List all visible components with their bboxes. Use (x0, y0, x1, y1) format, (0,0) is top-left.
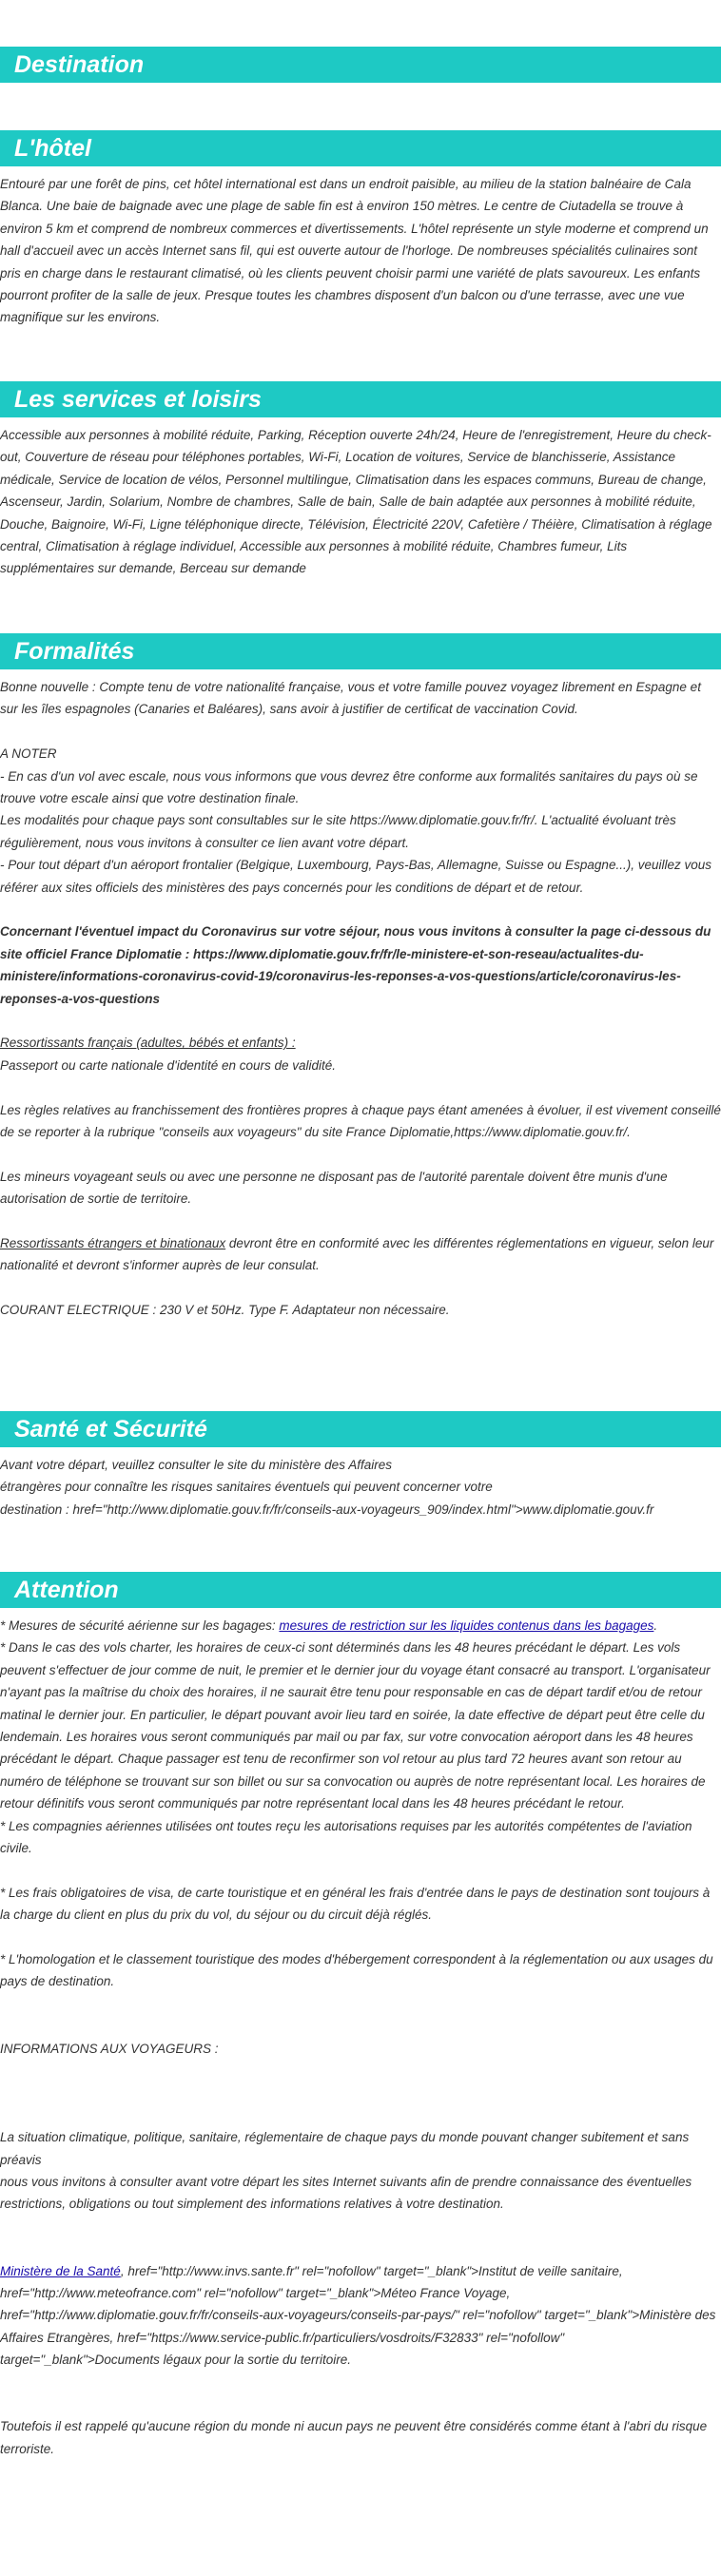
spacer (0, 2393, 721, 2415)
risque-terroriste: Toutefois il est rappelé qu'aucune région du monde ni aucun pays ne peuvent être considérés comme étant à l'abri du risque terroriste. (0, 2419, 708, 2456)
sante-line-2: étrangères pour connaître les risques sanitaires éventuels qui peuvent concerner votre (0, 1480, 493, 1495)
section-header-sante (0, 1411, 721, 1447)
mesures-prefix: * Mesures de sécurité aérienne sur les bagages: (0, 1618, 280, 1633)
spacer (0, 2237, 721, 2259)
spacer (0, 1277, 721, 1299)
section-header-formalites (0, 633, 721, 669)
infos-voyageurs-title: INFORMATIONS AUX VOYAGEURS : (0, 2041, 219, 2056)
section-header-hotel (0, 130, 721, 166)
spacer (0, 1927, 721, 1948)
spacer (0, 2216, 721, 2237)
courant-electrique: COURANT ELECTRIQUE : 230 V et 50Hz. Type F. Adaptateur non nécessaire. (0, 1303, 450, 1318)
mesures-suffix: . (653, 1618, 658, 1633)
etrangers-label: Ressortissants étrangers et binationaux (0, 1236, 226, 1251)
spacer (0, 1993, 721, 2015)
spacer (0, 1211, 721, 1232)
regles-frontieres: Les règles relatives au franchissement des frontières propres à chaque pays étant amenées à évoluer, il est vivement conseillé de se reporter à la rubrique "conseils aux voyageurs" du site France Diplomatie,https://www.diplomatie.gouv.fr/. (0, 1102, 721, 1140)
etrangers-notice (0, 1232, 721, 1277)
vols-charter: * Dans le cas des vols charter, les horaires de ceux-ci sont déterminés dans les 48 heures précédant le départ. Les vols peuvent s'effectuer de jour comme de nuit, le premier et le dernier jour du voyage étant consacré au transport. L'organisateur n'ayant pas la maîtrise du choix des horaires, il ne saurait être tenu pour responsable en cas de départ tardif et/ou de retour matinal le dernier jour. En particulier, le départ pouvant avoir lieu tard en soirée, la date effective de départ peut être celle du lendemain. Les horaires vous seront communiqués par mail ou par fax, sur votre convocation aéroport dans les 48 heures précédant le départ. Chaque passager est tenu de reconfirmer son vol retour au plus tard 72 heures avant son retour au numéro de téléphone se trouvant sur son billet ou sur sa convocation ou auprès de notre représentant local. Les horaires de retour définitifs vous seront communiqués par notre représentant local dans les 48 heures précédant le retour. (0, 1640, 711, 1811)
spacer (0, 1076, 721, 1098)
homologation: * L'homologation et le classement touristique des modes d'hébergement correspondent à la réglementation ou aux usages du pays de destination. (0, 1952, 713, 1989)
covid-notice: Concernant l'éventuel impact du Coronavirus sur votre séjour, nous vous invitons à consulter la page ci-dessous du site officiel France Diplomatie : https://www.diplomatie.gouv.fr/fr/le-ministere-et-son-reseau/actualites-du-ministere/informations-coronavirus-covid-19/coronavirus-les-reponses-a-vos-questions/article/coronavirus-les-reponses-a-vos-questions (0, 924, 711, 1006)
frais-obligatoires: * Les frais obligatoires de visa, de carte touristique et en général les frais d'entrée dans le pays de destination sont toujours à la charge du client en plus du prix du vol, du séjour ou du circuit déjà réglés. (0, 1885, 711, 1923)
spacer (0, 1010, 721, 1032)
spacer (0, 2104, 721, 2126)
sante-content (0, 1454, 721, 1520)
hotel-text: Entouré par une forêt de pins, cet hôtel international est dans un endroit paisible, au milieu de la station balnéaire de Cala Blanca. Une baie de baignade avec une plage de sable fin est à environ 150 mètres. Le centre de Ciutadella se trouve à environ 5 km et comprend de nombreux commerces et divertissements. L'hôtel représente un style moderne et comprend un hall d'accueil avec un accès Internet sans fil, qui est ouverte autour de l'horloge. De nombreuses spécialités culinaires sont pris en charge dans le restaurant climatisé, où les clients peuvent choisir parmi une variété de plats savoureux. Les enfants pourront profiter de la salle de jeux. Presque toutes les chambres disposent d'un balcon ou d'une terrasse, avec une vue magnifique sur les environs. (0, 177, 709, 325)
section-header-destination (0, 47, 721, 83)
section-title-sante: Santé et Sécurité (14, 1416, 207, 1443)
noter-item-1: - En cas d'un vol avec escale, nous vous informons que vous devrez être conforme aux formalités sanitaires du pays où se trouve votre escale ainsi que votre destination finale. (0, 768, 698, 806)
spacer (0, 721, 721, 743)
section-title-formalites: Formalités (14, 638, 135, 665)
liquides-restriction-link[interactable]: mesures de restriction sur les liquides contenus dans les bagages (279, 1618, 654, 1633)
mineurs-notice: Les mineurs voyageant seuls ou avec une personne ne disposant pas de l'autorité parentale doivent être munis d'une autorisation de sortie de territoire. (0, 1169, 668, 1207)
spacer (0, 899, 721, 920)
spacer (0, 1143, 721, 1165)
liens-officiels-text: , href="http://www.invs.sante.fr" rel="nofollow" target="_blank">Institut de veille sanitaire, href="http://www.meteofrance.com" rel="nofollow" target="_blank">Méteo France Voyage, href="http://www.diplomatie.gouv.fr/fr/conseils-aux-voyageurs/conseils-par-pays/" rel="nofollow" target="_blank">Ministère des Affaires Etrangères, href="https://www.service-public.fr/particuliers/vosdroits/F32833" rel="nofollow" target="_blank">Documents légaux pour la sortie du territoire. (0, 2263, 716, 2368)
spacer (0, 1859, 721, 1881)
section-title-hotel: L'hôtel (14, 135, 91, 162)
mesures-securite (0, 1615, 721, 1637)
compagnies-aeriennes: * Les compagnies aériennes utilisées ont toutes reçu les autorisations requises par les autorités compétentes de l'aviation civile. (0, 1818, 692, 1856)
section-header-attention (0, 1572, 721, 1608)
hotel-description (0, 173, 721, 329)
noter-title: A NOTER (0, 746, 57, 762)
formalites-content (0, 676, 721, 1322)
spacer (0, 2082, 721, 2103)
ressortissants-fr-label: Ressortissants français (adultes, bébés et enfants) : (0, 1036, 296, 1051)
ressortissants-fr-text: Passeport ou carte nationale d'identité en cours de validité. (0, 1057, 337, 1073)
situation-line-2: nous vous invitons à consulter avant votre départ les sites Internet suivants afin de prendre connaissance des éventuelles restrictions, obligations ou tout simplement des informations relatives à votre destination. (0, 2175, 692, 2212)
liens-officiels (0, 2260, 721, 2372)
ministere-sante-link[interactable]: Ministère de la Santé (0, 2263, 121, 2278)
section-title-destination: Destination (14, 51, 145, 78)
noter-item-3: - Pour tout départ d'un aéroport frontalier (Belgique, Luxembourg, Pays-Bas, Allemagne, Suisse ou Espagne...), veuillez vous référer aux sites officiels des ministères des pays concernés pour les conditions de départ et de retour. (0, 858, 711, 895)
spacer (0, 2060, 721, 2082)
sante-line-1: Avant votre départ, veuillez consulter le site du ministère des Affaires (0, 1458, 392, 1472)
section-title-attention: Attention (14, 1577, 119, 1603)
formalites-intro: Bonne nouvelle : Compte tenu de votre nationalité française, vous et votre famille pouvez voyagez librement en Espagne et sur les îles espagnoles (Canaries et Baléares), sans avoir à justifier de certificat de vaccination Covid. (0, 680, 701, 717)
situation-line-1: La situation climatique, politique, sanitaire, réglementaire de chaque pays du monde pouvant changer subitement et sans préavis (0, 2130, 690, 2167)
services-text: Accessible aux personnes à mobilité réduite, Parking, Réception ouverte 24h/24, Heure de l'enregistrement, Heure du check-out, Couverture de réseau pour téléphones portables, Wi-Fi, Location de voitures, Service de blanchisserie, Assistance médicale, Service de location de vélos, Personnel multilingue, Climatisation dans les espaces communs, Bureau de change, Ascenseur, Jardin, Solarium, Nombre de chambres, Salle de bain, Salle de bain adaptée aux personnes à mobilité réduite, Douche, Baignoire, Wi-Fi, Ligne téléphonique directe, Télévision, Électricité 220V, Cafetière / Théière, Climatisation à réglage central, Climatisation à réglage individuel, Accessible aux personnes à mobilité réduite, Chambres fumeur, Lits supplémentaires sur demande, Berceau sur demande (0, 428, 712, 576)
etrangers-text: devront être en conformité avec les différentes réglementations en vigueur, selon leur nationalité et devront s'informer auprès de leur consulat. (0, 1236, 714, 1273)
spacer (0, 2015, 721, 2037)
services-description (0, 424, 721, 580)
sante-line-3: destination : href="http://www.diplomatie.gouv.fr/fr/conseils-aux-voyageurs_909/index.html">www.diplomatie.gouv.fr (0, 1501, 654, 1517)
noter-item-2: Les modalités pour chaque pays sont consultables sur le site https://www.diplomatie.gouv.fr/fr/. L'actualité évoluant très régulièrement, nous vous invitons à consulter ce lien avant votre départ. (0, 813, 676, 850)
section-title-services: Les services et loisirs (14, 386, 262, 413)
spacer (0, 2372, 721, 2393)
section-header-services (0, 381, 721, 417)
attention-content (0, 1615, 721, 2460)
